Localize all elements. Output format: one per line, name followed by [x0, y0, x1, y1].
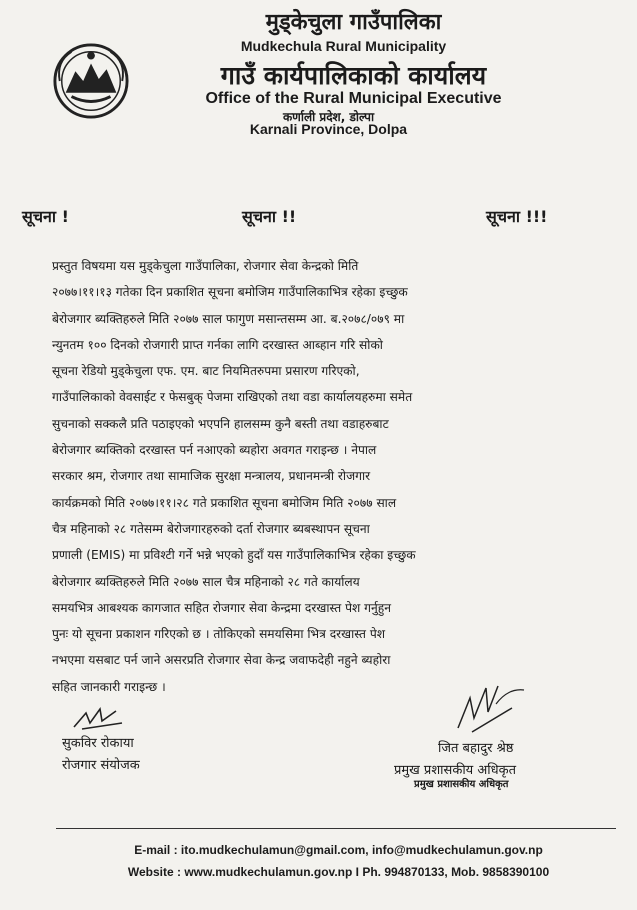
body-line: सरकार श्रम, रोजगार तथा सामाजिक सुरक्षा मन्त्रालय, प्रधानमन्त्री रोजगार [52, 469, 371, 484]
body-line: पुनः यो सूचना प्रकाशन गरिएको छ । तोकिएको समयसिमा भित्र दरखास्त पेश [52, 627, 386, 642]
left-signatory-name: सुकविर रोकाया [62, 736, 134, 751]
body-line: बेरोजगार ब्यक्तिहरुले मिति २०७७ साल फागुण मसान्तसम्म आ. ब.२०७८/०७९ मा [52, 311, 405, 326]
body-line: सूचना रेडियो मुड्केचुला एफ. एम. बाट नियमितरुपमा प्रसारण गरिएको, [52, 364, 360, 379]
notice-body [52, 253, 582, 700]
body-line: बेरोजगार ब्यक्तिको दरखास्त पर्न नआएको ब्यहोरा अवगत गराइन्छ । नेपाल [52, 443, 377, 458]
body-line: सहित जानकारी गराइन्छ । [52, 679, 166, 694]
body-line: समयभित्र आबश्यक कागजात सहित रोजगार सेवा केन्द्रमा दरखास्त पेश गर्नुहुन [52, 600, 392, 615]
office-name-en: Office of the Rural Municipal Executive [205, 90, 502, 107]
right-signature-mark [452, 668, 532, 738]
body-line: प्रस्तुत विषयमा यस मुड्केचुला गाउँपालिका, रोजगार सेवा केन्द्रको मिति [52, 259, 359, 273]
body-line: नभएमा यसबाट पर्न जाने असरप्रति रोजगार सेवा केन्द्र जवाफदेही नहुने ब्यहोरा [52, 653, 391, 668]
office-name-np: गाउँ कार्यपालिकाको कार्यालय [220, 61, 487, 90]
right-signatory-title: प्रमुख प्रशासकीय अधिकृत [394, 763, 517, 778]
left-signature-mark [72, 705, 132, 733]
right-signatory-name: जित बहादुर श्रेष्ठ [438, 741, 514, 756]
province-en: Karnali Province, Dolpa [249, 121, 408, 137]
body-line: २०७७।११।१३ गतेका दिन प्रकाशित सूचना बमोजिम गाउँपालिकाभित्र रहेका इच्छुक [52, 285, 408, 300]
right-signatory-stamp: प्रमुख प्रशासकीय अधिकृत [414, 779, 509, 790]
body-line: सुचनाको सक्कलै प्रति पठाइएको भएपनि हालसम्म कुनै बस्ती तथा वडाहरुबाट [52, 416, 389, 431]
left-signatory-title: रोजगार संयोजक [62, 758, 140, 773]
body-line: गाउँपालिकाको वेवसाईट र फेसबुक् पेजमा राखिएको तथा वडा कार्यालयहरुमा समेत [52, 390, 413, 405]
province-np: कर्णाली प्रदेश, डोल्पा [282, 110, 375, 124]
notice-heading: सूचना ! [22, 207, 69, 226]
municipality-name-np: मुड्केचुला गाउँपालिका [265, 10, 442, 35]
footer-web-line: Website : www.mudkechulamun.gov.np I Ph. 994870133, Mob. 9858390100 [127, 865, 550, 879]
notice-heading: सूचना !!! [486, 207, 548, 226]
body-line: न्युनतम १०० दिनको रोजगारी प्राप्त गर्नका लागि दरखास्त आब्हान गरि सोको [52, 337, 383, 352]
body-line: प्रणाली (EMIS) मा प्रविश्टी गर्ने भन्ने भएको हुदाँ यस गाउँपालिकाभित्र रहेका इच्छुक [52, 548, 416, 563]
notice-heading: सूचना !! [242, 207, 297, 226]
footer-divider [56, 828, 616, 829]
body-line: कार्यक्रमको मिति २०७७।११।२८ गते प्रकाशित सूचना बमोजिम मिति २०७७ साल [52, 495, 397, 510]
footer-email-line: E-mail : ito.mudkechulamun@gmail.com, info@mudkechulamun.gov.np [134, 843, 543, 857]
body-line: बेरोजगार ब्यक्तिहरुले मिति २०७७ साल चैत्र महिनाको २८ गते कार्यालय [52, 574, 360, 589]
body-line: चैत्र महिनाको २८ गतेसम्म बेरोजगारहरुको दर्ता रोजगार ब्यबस्थापन सूचना [52, 521, 370, 536]
municipality-name-en: Mudkechula Rural Municipality [240, 38, 447, 54]
